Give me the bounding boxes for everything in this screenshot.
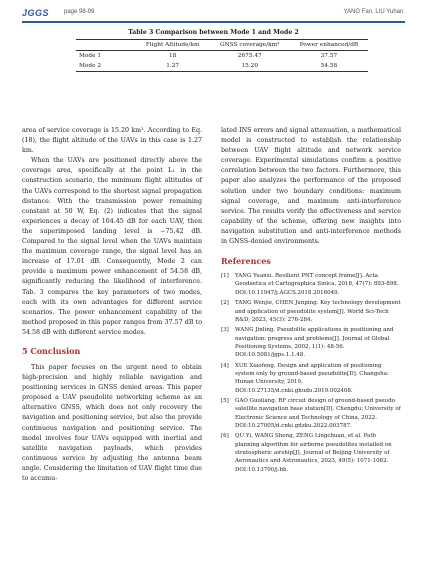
journal-logo: JGGS: [22, 8, 50, 18]
comparison-table: [76, 39, 368, 72]
reference-item: [221, 326, 401, 359]
reference-item: [221, 432, 401, 473]
reference-text: GAO Guoliang. RF circuit design of ground-based pseudo satellite navigation base station[D]. Chengdu: University of Electronic Science and Technology of China, 2022. DOI:10.27005/d.cnki.gdzku.2022.003787.: [235, 398, 401, 429]
reference-item: [221, 397, 401, 430]
reference-list: [221, 272, 401, 474]
reference-number: [4]: [221, 362, 229, 369]
table-cell: 2675.47: [237, 53, 262, 59]
body-paragraph: When the UAVs are positioned directly above the coverage area, specifically at the point L₁ in the construction scenario, the minimum flight altitudes of the UAVs correspond to the shortest signal propagation distance. With the transmission power remaining constant at 50 W, Eq. (2) indicates that the signal experiences a decay of 104.45 dB for each UAV, then the superimposed landing level is −75.42 dB. Compared to the signal level when the UAVs maintain the maximum coverage range, the signal level has an increase of 17.01 dB. Consequently, Mode 2 can provide a maximum power enhancement of 54.58 dB, significantly reducing the likelihood of interference. Tab. 3 compares the key parameters of two modes, each with its own advantages for different service scenarios. The power enhancement capability of the method proposed in this paper ranges from 37.57 dB to 54.58 dB with different service modes.: [22, 157, 202, 336]
header-rule: [22, 21, 405, 23]
table-row: [76, 61, 368, 72]
table-cell: 15.20: [241, 63, 259, 69]
reference-text: XUE Xiaofeng. Design and application of positioning system only by ground-based pseudolite[D]. Changsha: Hunan University, 2019. DOI:10.27135/d.cnki.ghudu.2019.002408.: [235, 362, 389, 394]
table-caption: Table 3 Comparison between Mode 1 and Mode 2: [128, 29, 299, 36]
table-cell: 1.27: [166, 63, 180, 69]
reference-item: [221, 299, 401, 324]
left-column: [22, 126, 202, 484]
reference-text: TANG Wenjie, CHEN Junping. Key technology development and application of pseudolite system[J]. World Sci-Tech R&D, 2023, 45(3): 276-284.: [235, 300, 401, 323]
table-cell: 54.58: [320, 63, 338, 69]
body-paragraph: lated INS errors and signal attenuation, a mathematical model is constructed to establish the relationship between UAV flight altitude and network service coverage. Experimental simulations confirm a positive correlation between the two factors. Furthermore, this paper also analyzes the performance of the proposed solution under two boundary conditions: maximum signal coverage, and maximum anti-interference service. The results verify the effectiveness and service capability of the scheme, offering new insights into navigation substitution and anti-interference methods in GNSS-denied environments.: [221, 127, 401, 246]
references-heading: References: [221, 256, 271, 267]
table-header-cell: Flight Altitude/km: [145, 42, 200, 48]
reference-text: WANG Jinling. Pseudolite applications in positioning and navigation: progress and problems[J]. Journal of Global Positioning Systems, 2002, 1(1): 48-56. DOI:10.5081/jgps.1.1.48.: [235, 327, 394, 359]
table-cell: Mode 2: [79, 63, 102, 69]
table-row: [76, 51, 368, 62]
body-paragraph: area of service coverage is 15.20 km². According to Eq. (18), the flight altitude of the UAVs in this case is 1.27 km.: [22, 127, 202, 155]
table-header-cell: Power enhanced/dB: [299, 42, 359, 48]
table-header-cell: [76, 40, 136, 51]
table-header-row: [76, 40, 368, 51]
table-cell: 18: [168, 53, 177, 59]
section-heading: 5 Conclusion: [22, 345, 81, 356]
reference-number: [3]: [221, 327, 229, 334]
reference-item: [221, 272, 401, 297]
reference-number: [5]: [221, 398, 229, 405]
right-column: [221, 126, 401, 476]
body-paragraph: This paper focuses on the urgent need to obtain high-precision and highly reliable navigation and positioning services in GNSS denied areas. This paper proposed a UAV pseudolite networking scheme as an alternative GNSS, which does not only recovery the navigation and positioning service, but also the provide continuous navigation and positioning service. The model involves four UAVs equipped with inertial and satellite navigation payloads, which provides continuous service by adjusting the antenna beam angle. Considering the limitation of UAV flight time due to accumu-: [22, 363, 202, 482]
reference-text: YANG Yuanxi. Resilient PNT concept frame[J]. Acta Geodaetica et Cartographica Sinica, 2018, 47(7): 893-898. DOI:10.11947/j.AGCS.2018.2016049.: [235, 273, 399, 296]
page-info: page 98-99: [64, 9, 95, 15]
reference-item: [221, 362, 401, 395]
table-header-cell: GNSS coverage/km²: [220, 42, 280, 48]
reference-number: [2]: [221, 300, 229, 307]
running-authors: YANG Fan, LIU Yuhan.: [343, 9, 405, 15]
reference-number: [1]: [221, 273, 229, 280]
reference-number: [6]: [221, 433, 229, 440]
table-cell: 37.57: [320, 53, 338, 59]
reference-text: QU Yi, WANG Sheng, ZENG Lingchuan, et al. Path planning algorithm for airborne pseudolites installed on stratospheric airship[J]. Journal of Beijing University of Aeronautics and Astronautics, 2023, 49(5): 1071-1082. DOI:10.13700/j.bh.: [235, 433, 392, 473]
running-header: [22, 8, 405, 22]
table-cell: Mode 1: [79, 53, 102, 59]
